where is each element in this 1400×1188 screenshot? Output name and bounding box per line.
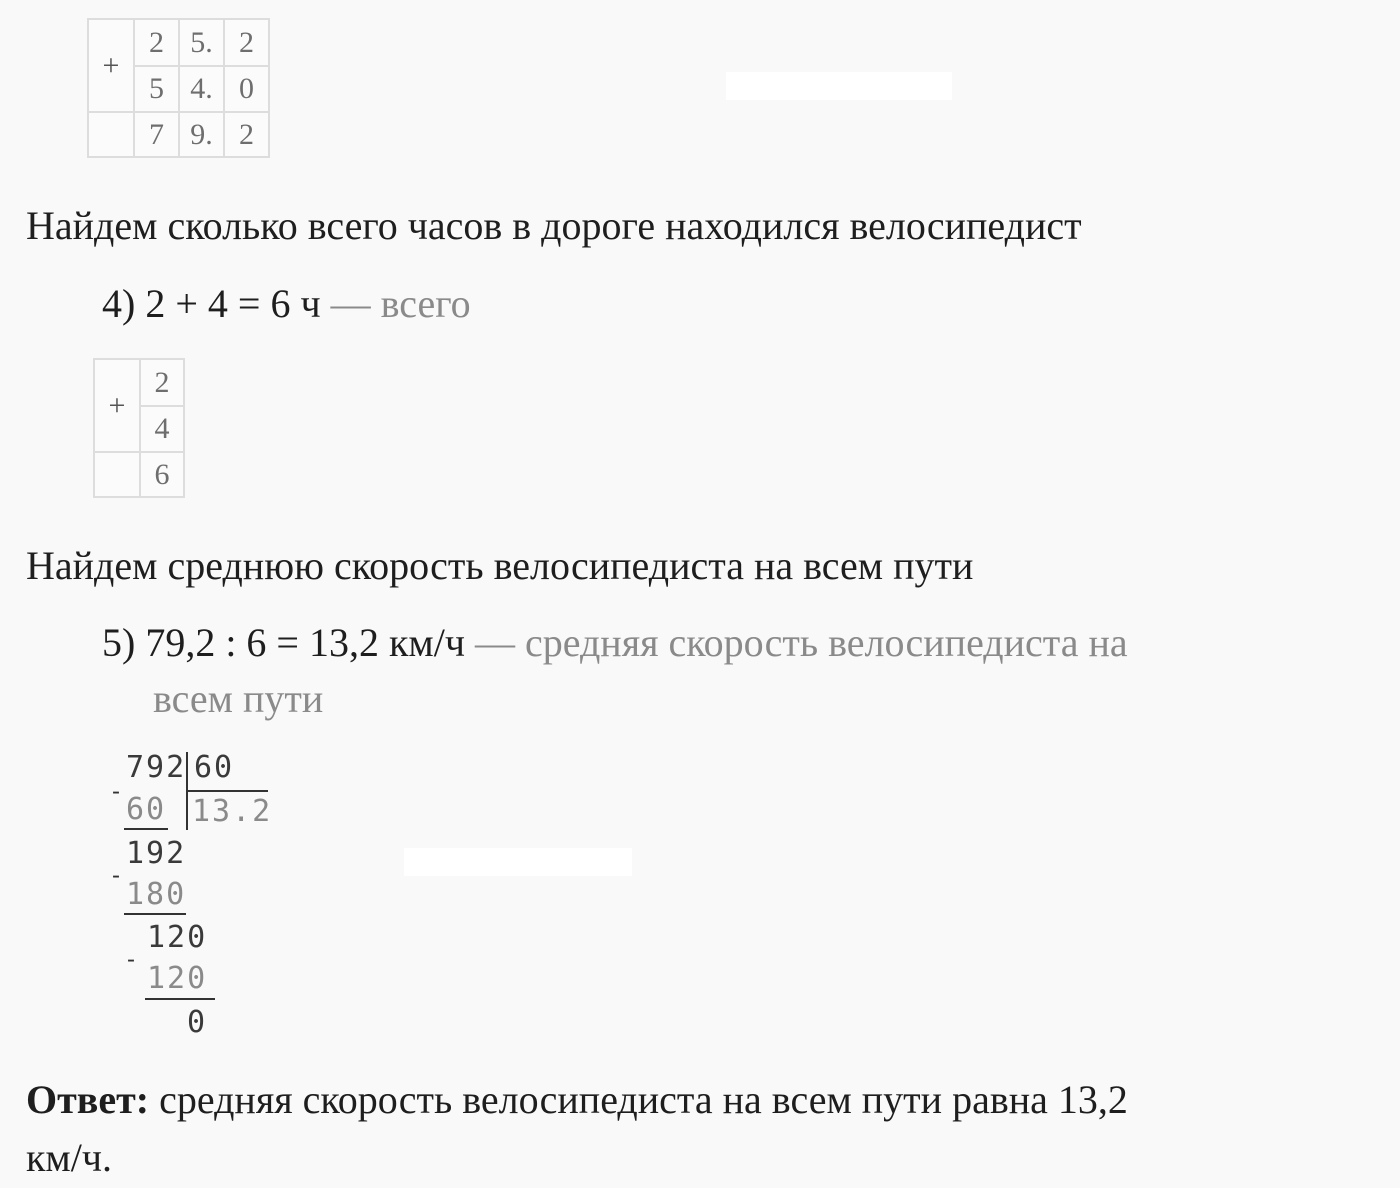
step-5-expression: 5) 79,2 : 6 = 13,2 км/ч	[102, 620, 465, 665]
grid-cell-empty	[94, 452, 140, 497]
subtrahend-2: 180	[126, 877, 187, 912]
grid-cell-sum: 6	[140, 452, 184, 497]
quotient: 13.2	[192, 794, 273, 829]
answer-label: Ответ:	[26, 1077, 150, 1122]
subtraction-line-1	[124, 828, 168, 830]
answer-text: средняя скорость велосипедиста на всем пути равна 13,2	[149, 1077, 1128, 1122]
grid-cell: 5.	[179, 19, 224, 66]
divisor: 60	[194, 750, 235, 785]
final-remainder: 0	[187, 1005, 208, 1040]
grid-cell-empty	[88, 112, 134, 157]
grid-cell: 0	[224, 66, 269, 112]
subtraction-line-3	[145, 998, 215, 1000]
heading-speed: Найдем среднюю скорость велосипедиста на всем пути	[26, 543, 974, 588]
remainder-2: 120	[147, 920, 208, 955]
subtraction-line-2	[124, 913, 186, 915]
subtrahend-3: 120	[147, 961, 208, 996]
divisor-underline	[186, 790, 268, 792]
grid-cell-sum: 9.	[179, 112, 224, 157]
minus-sign: -	[112, 862, 120, 889]
step-4-description: — всего	[320, 281, 471, 326]
grid-cell-sum: 7	[134, 112, 179, 157]
step-5-description-continued: всем пути	[153, 676, 324, 721]
plus-operator: +	[88, 19, 134, 112]
minus-sign: -	[112, 778, 120, 805]
plus-operator: +	[94, 359, 140, 452]
grid-cell: 4.	[179, 66, 224, 112]
grid-cell: 5	[134, 66, 179, 112]
grid-cell: 4	[140, 406, 184, 452]
step-5-description: — средняя скорость велосипедиста на	[464, 620, 1128, 665]
subtrahend-1: 60	[126, 792, 167, 827]
step-4-expression: 4) 2 + 4 = 6 ч	[102, 281, 321, 326]
answer-continued: км/ч.	[26, 1135, 112, 1180]
grid-cell: 2	[140, 359, 184, 406]
step-5	[102, 619, 1128, 666]
remainder-1: 192	[126, 836, 187, 871]
heading-hours: Найдем сколько всего часов в дороге находился велосипедист	[26, 203, 1082, 248]
grid-cell-sum: 2	[224, 112, 269, 157]
addition-grid-1	[87, 18, 270, 158]
step-4	[102, 280, 471, 327]
minus-sign: -	[127, 946, 135, 973]
answer	[26, 1078, 1128, 1122]
grid-cell: 2	[224, 19, 269, 66]
grid-cell: 2	[134, 19, 179, 66]
dividend: 792	[126, 750, 187, 785]
white-bar-top	[726, 72, 952, 100]
white-bar-middle	[404, 848, 632, 876]
addition-grid-2	[93, 358, 185, 498]
